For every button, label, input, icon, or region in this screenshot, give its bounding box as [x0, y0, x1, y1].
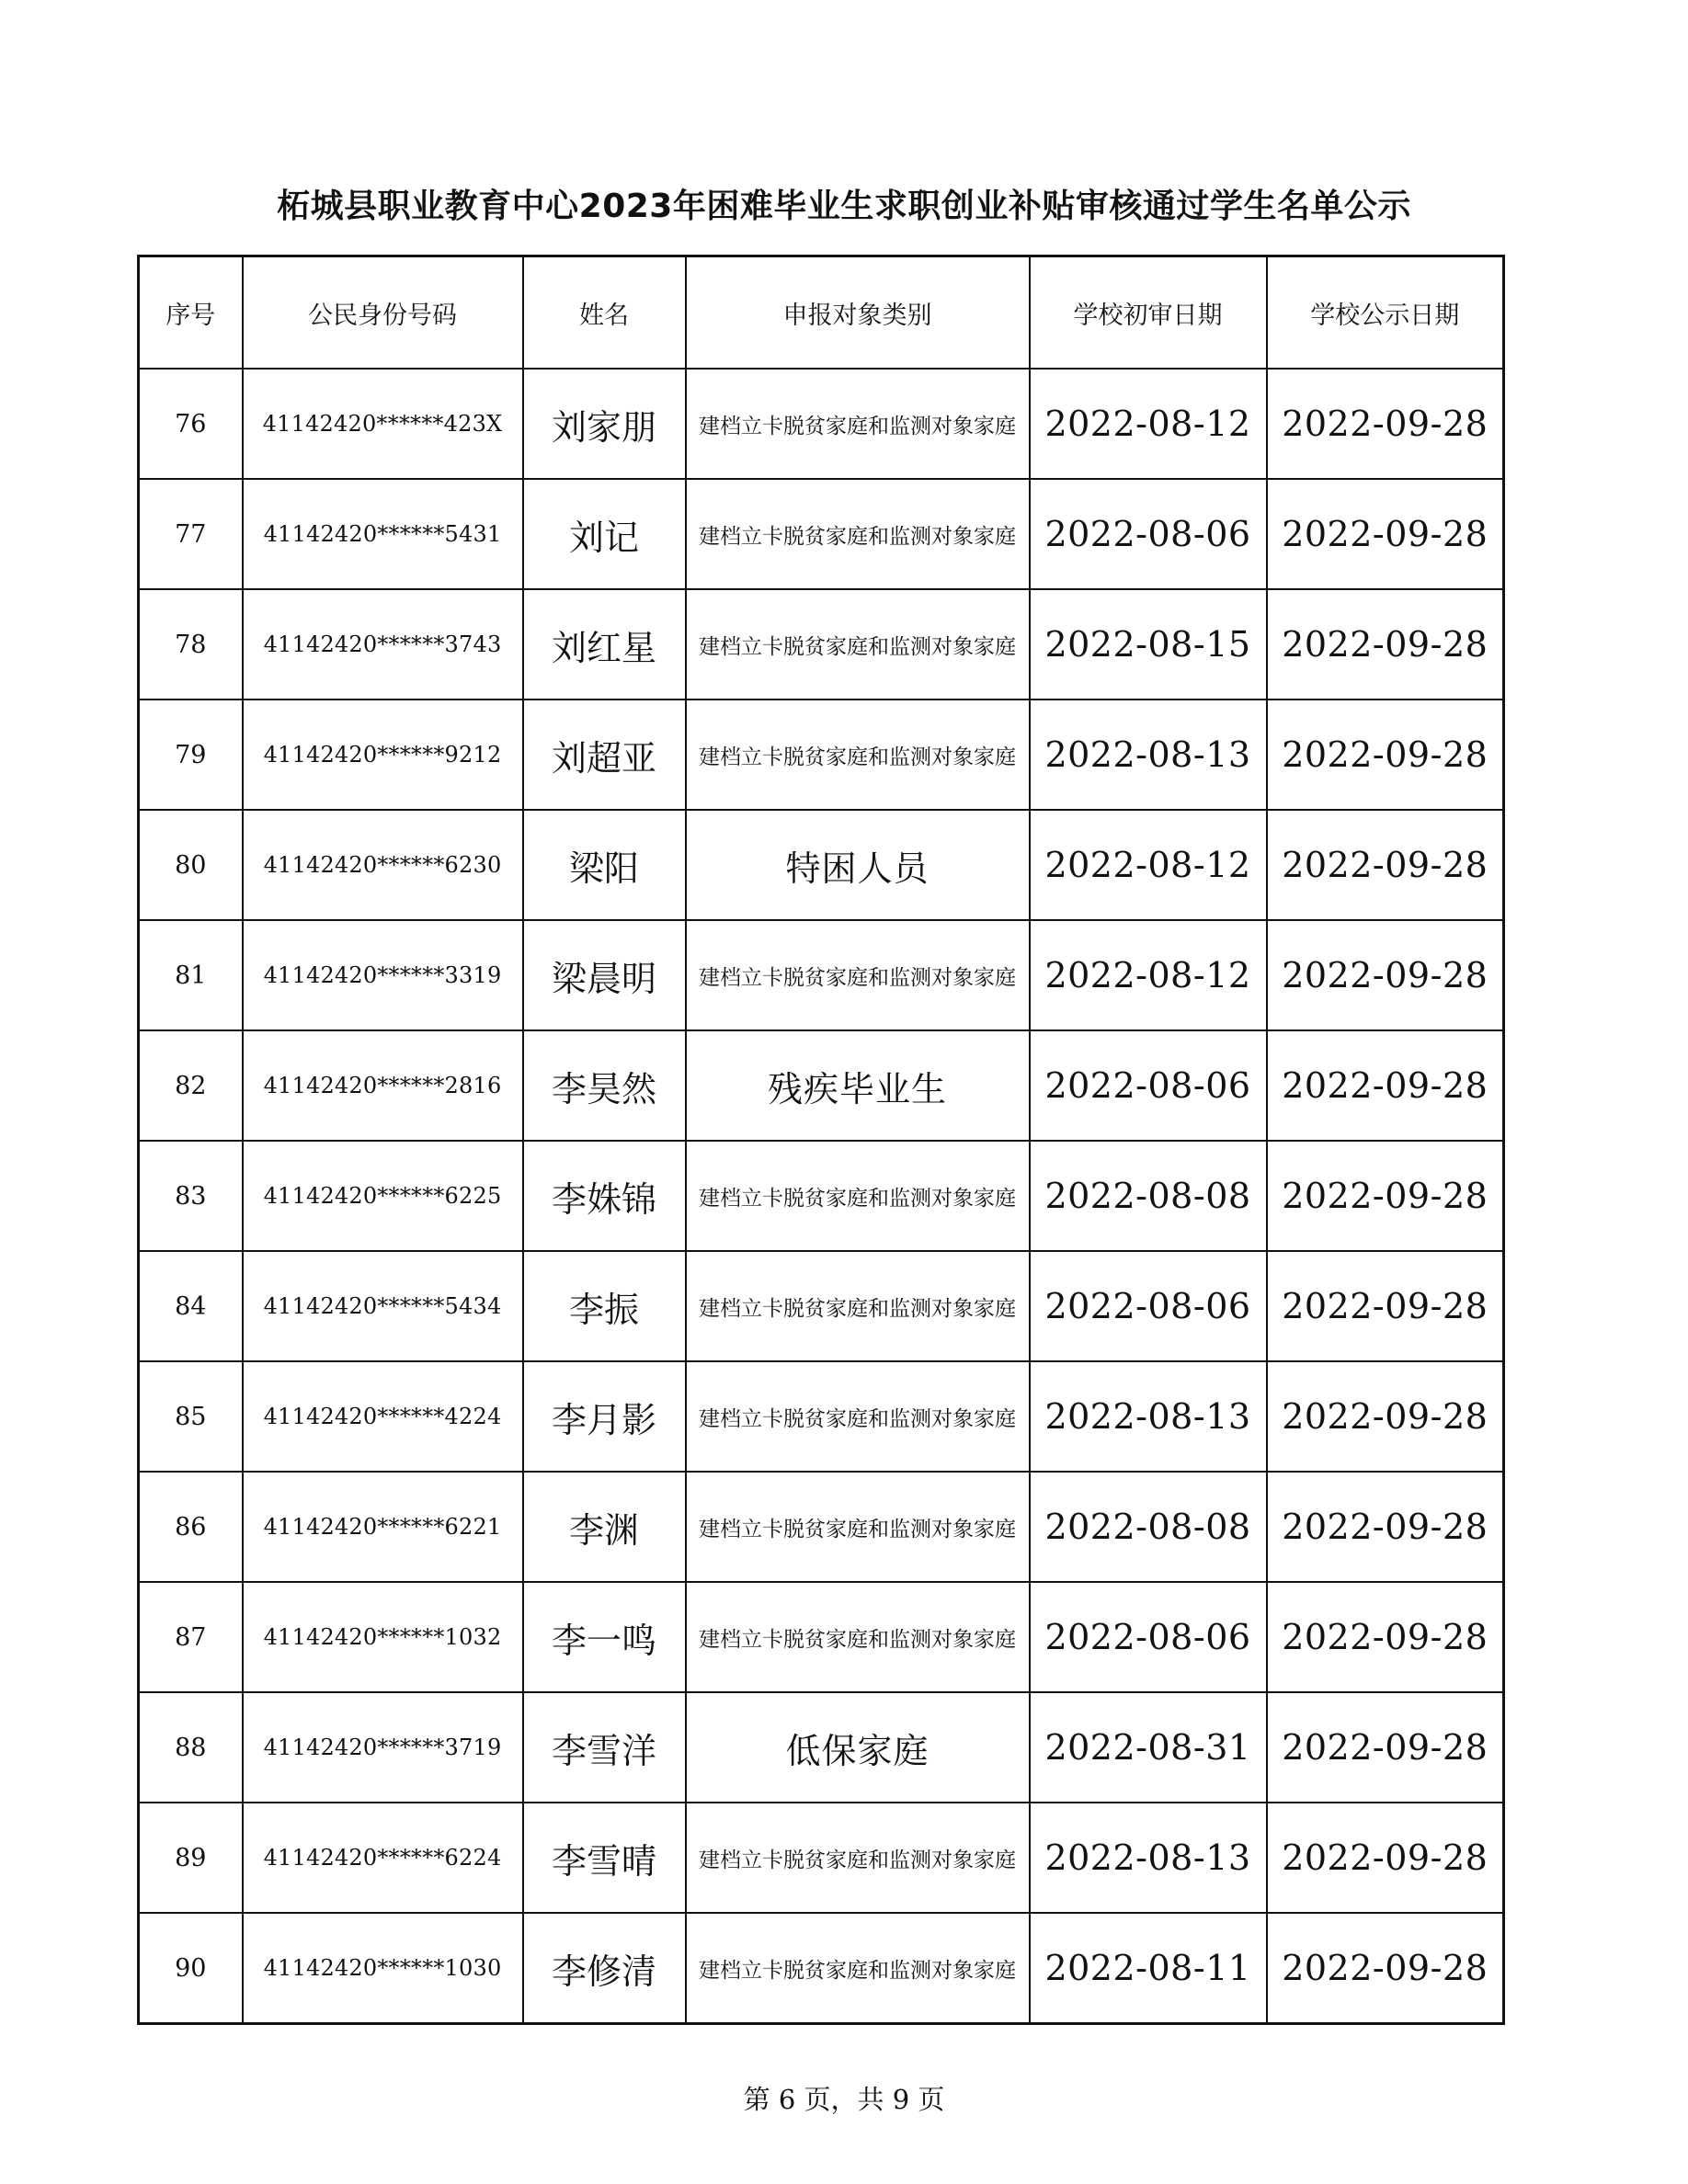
cell-seq: 84: [139, 1251, 243, 1361]
cell-id: 41142420******423X: [243, 369, 523, 479]
cell-review-date: 2022-08-31: [1030, 1692, 1267, 1803]
cell-id: 41142420******1030: [243, 1913, 523, 2024]
cell-review-date: 2022-08-06: [1030, 479, 1267, 589]
cell-name: 李修清: [523, 1913, 686, 2024]
cell-publicity-date: 2022-09-28: [1267, 1141, 1504, 1251]
student-roster-table: [137, 255, 1505, 2025]
cell-review-date: 2022-08-15: [1030, 589, 1267, 700]
cell-review-date: 2022-08-13: [1030, 1361, 1267, 1472]
cell-publicity-date: 2022-09-28: [1267, 700, 1504, 810]
cell-name: 李振: [523, 1251, 686, 1361]
header-review-date: 学校初审日期: [1030, 256, 1267, 370]
cell-publicity-date: 2022-09-28: [1267, 1913, 1504, 2024]
header-category: 申报对象类别: [686, 256, 1030, 370]
table-row: [139, 920, 1504, 1030]
cell-review-date: 2022-08-12: [1030, 369, 1267, 479]
cell-publicity-date: 2022-09-28: [1267, 1030, 1504, 1141]
cell-id: 41142420******3319: [243, 920, 523, 1030]
cell-id: 41142420******6225: [243, 1141, 523, 1251]
cell-review-date: 2022-08-08: [1030, 1141, 1267, 1251]
cell-review-date: 2022-08-13: [1030, 700, 1267, 810]
cell-seq: 90: [139, 1913, 243, 2024]
table-row: [139, 1472, 1504, 1582]
cell-id: 41142420******3743: [243, 589, 523, 700]
table-row: [139, 1361, 1504, 1472]
cell-category: 残疾毕业生: [686, 1030, 1030, 1141]
cell-category: 建档立卡脱贫家庭和监测对象家庭: [686, 479, 1030, 589]
cell-category: 特困人员: [686, 810, 1030, 920]
cell-category: 低保家庭: [686, 1692, 1030, 1803]
cell-review-date: 2022-08-08: [1030, 1472, 1267, 1582]
page-number-footer: 第 6 页，共 9 页: [743, 2084, 945, 2115]
cell-category: 建档立卡脱贫家庭和监测对象家庭: [686, 1141, 1030, 1251]
cell-category: 建档立卡脱贫家庭和监测对象家庭: [686, 1803, 1030, 1913]
cell-name: 李渊: [523, 1472, 686, 1582]
cell-category: 建档立卡脱贫家庭和监测对象家庭: [686, 369, 1030, 479]
table-row: [139, 369, 1504, 479]
cell-review-date: 2022-08-11: [1030, 1913, 1267, 2024]
cell-name: 李月影: [523, 1361, 686, 1472]
cell-id: 41142420******5431: [243, 479, 523, 589]
cell-name: 李一鸣: [523, 1582, 686, 1692]
cell-seq: 79: [139, 700, 243, 810]
cell-seq: 87: [139, 1582, 243, 1692]
table-row: [139, 1913, 1504, 2024]
header-id: 公民身份号码: [243, 256, 523, 370]
cell-review-date: 2022-08-12: [1030, 920, 1267, 1030]
cell-publicity-date: 2022-09-28: [1267, 479, 1504, 589]
cell-seq: 89: [139, 1803, 243, 1913]
cell-review-date: 2022-08-06: [1030, 1582, 1267, 1692]
cell-review-date: 2022-08-06: [1030, 1030, 1267, 1141]
cell-id: 41142420******6221: [243, 1472, 523, 1582]
cell-publicity-date: 2022-09-28: [1267, 589, 1504, 700]
cell-name: 刘家朋: [523, 369, 686, 479]
cell-name: 李姝锦: [523, 1141, 686, 1251]
cell-publicity-date: 2022-09-28: [1267, 1582, 1504, 1692]
cell-category: 建档立卡脱贫家庭和监测对象家庭: [686, 1582, 1030, 1692]
header-name: 姓名: [523, 256, 686, 370]
cell-publicity-date: 2022-09-28: [1267, 1692, 1504, 1803]
cell-seq: 80: [139, 810, 243, 920]
cell-seq: 85: [139, 1361, 243, 1472]
cell-id: 41142420******6224: [243, 1803, 523, 1913]
cell-review-date: 2022-08-13: [1030, 1803, 1267, 1913]
cell-review-date: 2022-08-06: [1030, 1251, 1267, 1361]
cell-seq: 83: [139, 1141, 243, 1251]
table-row: [139, 479, 1504, 589]
cell-category: 建档立卡脱贫家庭和监测对象家庭: [686, 700, 1030, 810]
cell-name: 梁阳: [523, 810, 686, 920]
table-row: [139, 1141, 1504, 1251]
cell-id: 41142420******6230: [243, 810, 523, 920]
cell-publicity-date: 2022-09-28: [1267, 920, 1504, 1030]
table-row: [139, 1803, 1504, 1913]
cell-name: 李雪晴: [523, 1803, 686, 1913]
table-row: [139, 1582, 1504, 1692]
cell-category: 建档立卡脱贫家庭和监测对象家庭: [686, 1913, 1030, 2024]
cell-seq: 86: [139, 1472, 243, 1582]
cell-seq: 76: [139, 369, 243, 479]
table-row: [139, 1030, 1504, 1141]
cell-name: 李雪洋: [523, 1692, 686, 1803]
cell-publicity-date: 2022-09-28: [1267, 1472, 1504, 1582]
cell-category: 建档立卡脱贫家庭和监测对象家庭: [686, 1251, 1030, 1361]
page-title: 柘城县职业教育中心2023年困难毕业生求职创业补贴审核通过学生名单公示: [277, 188, 1411, 225]
cell-publicity-date: 2022-09-28: [1267, 810, 1504, 920]
cell-seq: 78: [139, 589, 243, 700]
cell-category: 建档立卡脱贫家庭和监测对象家庭: [686, 920, 1030, 1030]
table-header-row: [139, 256, 1504, 370]
cell-id: 41142420******9212: [243, 700, 523, 810]
header-seq: 序号: [139, 256, 243, 370]
table-row: [139, 1692, 1504, 1803]
cell-publicity-date: 2022-09-28: [1267, 1361, 1504, 1472]
cell-category: 建档立卡脱贫家庭和监测对象家庭: [686, 1472, 1030, 1582]
cell-id: 41142420******1032: [243, 1582, 523, 1692]
cell-id: 41142420******3719: [243, 1692, 523, 1803]
cell-category: 建档立卡脱贫家庭和监测对象家庭: [686, 1361, 1030, 1472]
cell-name: 刘超亚: [523, 700, 686, 810]
cell-category: 建档立卡脱贫家庭和监测对象家庭: [686, 589, 1030, 700]
cell-seq: 88: [139, 1692, 243, 1803]
cell-seq: 82: [139, 1030, 243, 1141]
table-row: [139, 810, 1504, 920]
cell-id: 41142420******5434: [243, 1251, 523, 1361]
cell-review-date: 2022-08-12: [1030, 810, 1267, 920]
table-row: [139, 700, 1504, 810]
header-publicity-date: 学校公示日期: [1267, 256, 1504, 370]
cell-seq: 81: [139, 920, 243, 1030]
cell-seq: 77: [139, 479, 243, 589]
table-row: [139, 589, 1504, 700]
table-row: [139, 1251, 1504, 1361]
cell-name: 刘红星: [523, 589, 686, 700]
cell-publicity-date: 2022-09-28: [1267, 1251, 1504, 1361]
cell-publicity-date: 2022-09-28: [1267, 369, 1504, 479]
cell-id: 41142420******2816: [243, 1030, 523, 1141]
cell-name: 李昊然: [523, 1030, 686, 1141]
cell-name: 刘记: [523, 479, 686, 589]
cell-name: 梁晨明: [523, 920, 686, 1030]
cell-publicity-date: 2022-09-28: [1267, 1803, 1504, 1913]
cell-id: 41142420******4224: [243, 1361, 523, 1472]
